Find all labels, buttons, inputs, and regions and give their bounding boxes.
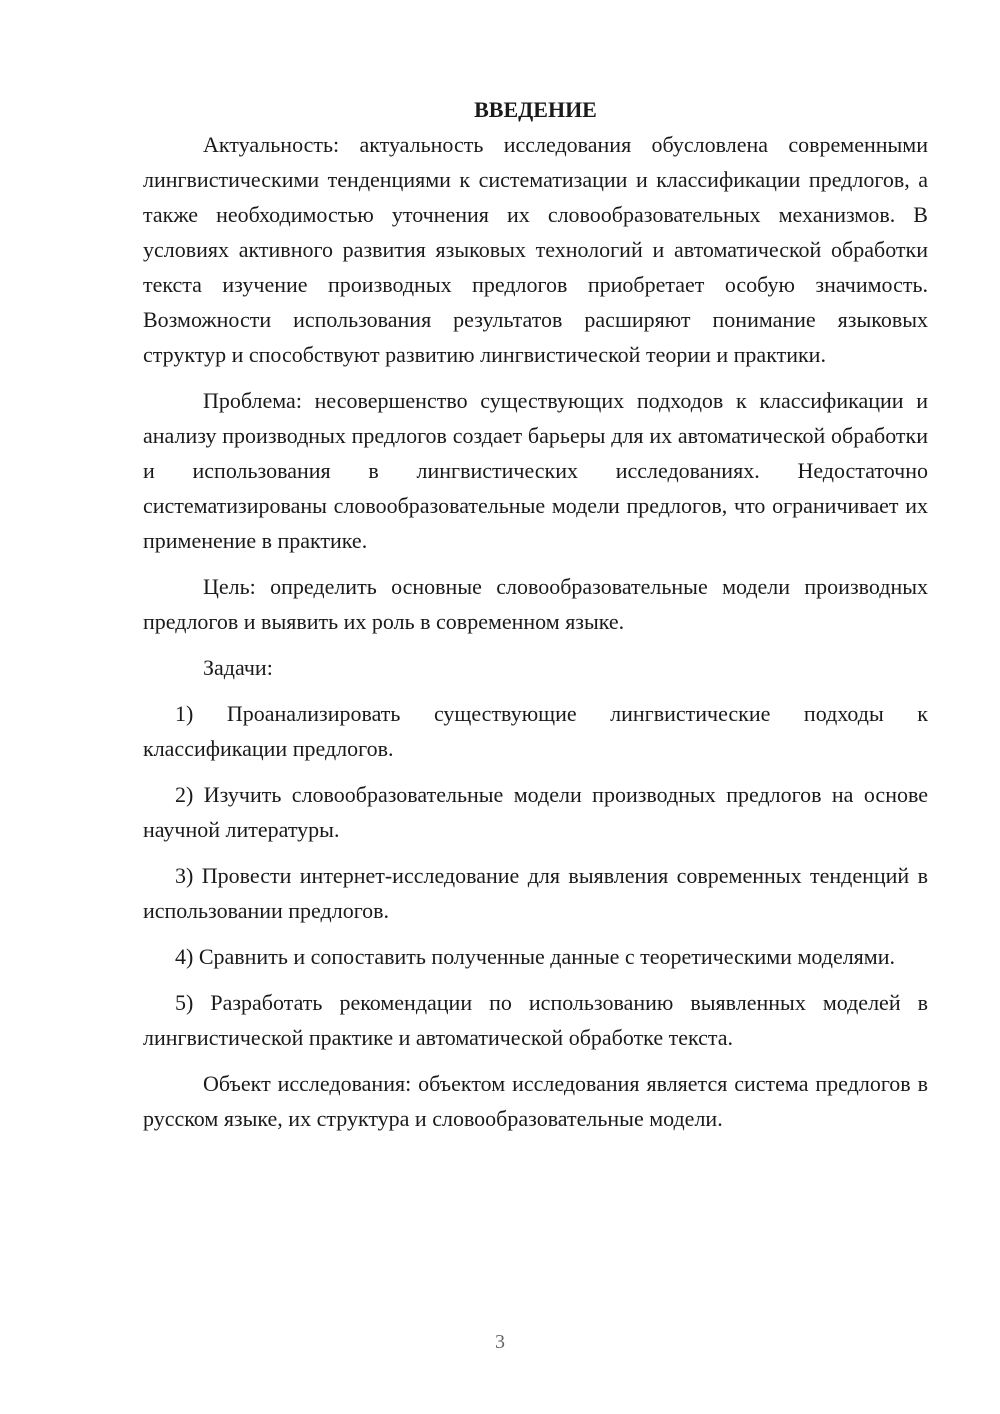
document-page	[143, 92, 928, 1147]
page-title: ВВЕДЕНИЕ	[474, 97, 597, 122]
page-number: 3	[495, 1331, 505, 1353]
task-item: 3) Провести интернет-исследование для выявления современных тенденций в использовании предлогов.	[143, 863, 928, 923]
tasks-list	[143, 696, 928, 1055]
paragraph-relevance: Актуальность: актуальность исследования обусловлена современными лингвистическими тенденциями к систематизации и классификации предлогов, а также необходимостью уточнения их словообразовательных механизмов. В условиях активного развития языковых технологий и автоматической обработки текста изучение производных предлогов приобретает особую значимость. Возможности использования результатов расширяют понимание языковых структур и способствуют развитию лингвистической теории и практики.	[143, 132, 928, 367]
task-item: 1) Проанализировать существующие лингвистические подходы к классификации предлогов.	[143, 701, 928, 761]
task-item: 4) Сравнить и сопоставить полученные данные с теоретическими моделями.	[175, 944, 895, 969]
task-item: 2) Изучить словообразовательные модели производных предлогов на основе научной литературы.	[143, 782, 928, 842]
tasks-heading: Задачи:	[203, 655, 273, 680]
paragraph-goal: Цель: определить основные словообразовательные модели производных предлогов и выявить их роль в современном языке.	[143, 574, 928, 634]
task-item: 5) Разработать рекомендации по использованию выявленных моделей в лингвистической практике и автоматической обработке текста.	[143, 990, 928, 1050]
paragraph-problem: Проблема: несовершенство существующих подходов к классификации и анализу производных предлогов создает барьеры для их автоматической обработки и использования в лингвистических исследованиях. Недостаточно систематизированы словообразовательные модели предлогов, что ограничивает их применение в практике.	[143, 388, 928, 553]
paragraph-object: Объект исследования: объектом исследования является система предлогов в русском языке, их структура и словообразовательные модели.	[143, 1071, 928, 1131]
